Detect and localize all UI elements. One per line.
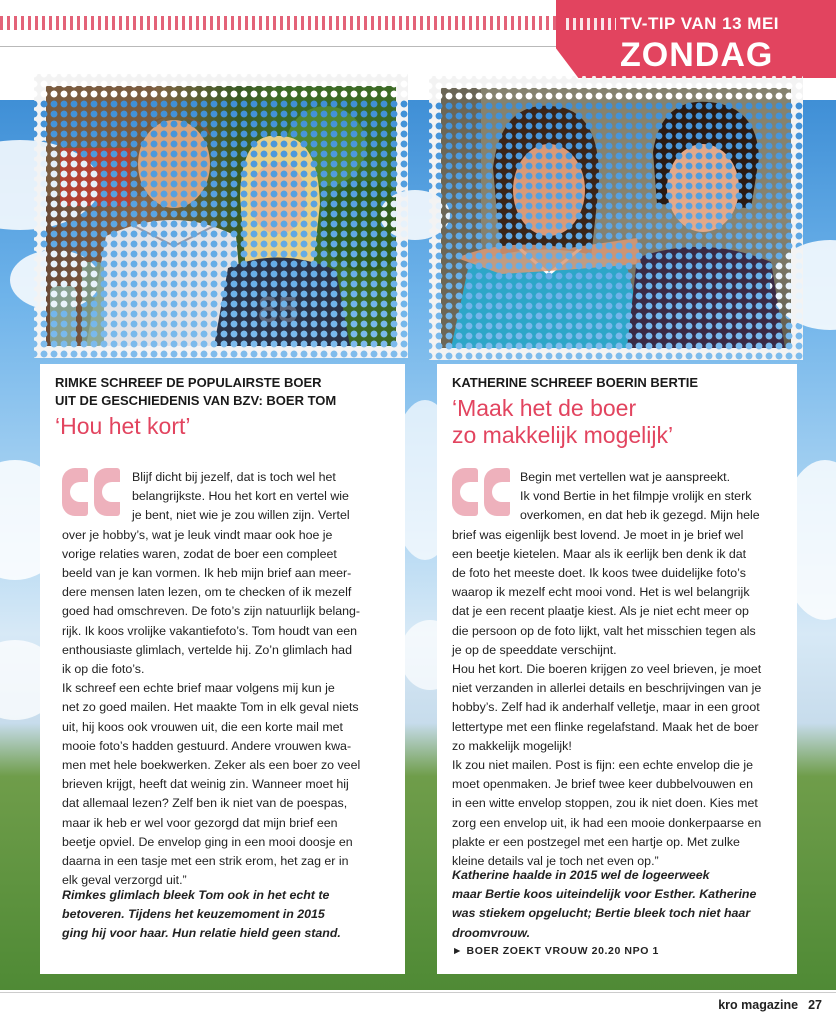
body-line: brieven krijgt, heeft dat weinig zin. Wanneer moet hij <box>62 777 349 792</box>
body-line: daarna in een tasje met een strik erom, het zag er in <box>62 854 349 868</box>
body-line: men met hele boekwerken. Zeker als een boer zo veel <box>62 758 361 772</box>
body-line: zo makkelijk mogelijk! <box>452 738 572 753</box>
body-line: elk geval verzorgd uit.” <box>62 873 187 888</box>
body-line: Blijf dicht bij jezelf, dat is toch wel het <box>132 470 336 484</box>
closing-note: droomvrouw. <box>452 925 531 940</box>
body-line: vorige relaties waren, zodat de boer een compleet <box>62 546 337 561</box>
body-line: waarop ik mezelf echt mooi vond. Het is wel belangrijk <box>452 585 750 600</box>
footer-divider <box>0 992 836 993</box>
body-line: lettertype met een flinke regelafstand. Maak het de boer <box>452 719 759 734</box>
body-line: Ik zou niet mailen. Post is fijn: een echte envelop die je <box>452 758 753 772</box>
article-card-katherine <box>437 364 797 974</box>
page-footer <box>718 998 822 1012</box>
body-line: belangrijkste. Hou het kort en vertel wie <box>132 489 349 504</box>
body-line: Ik schreef een echte brief maar volgens mij kun je <box>62 681 335 696</box>
body-line: net zo goed mailen. Het maakte Tom in elk geval niets <box>62 700 359 715</box>
body-line: dere mensen laten lezen, om te checken of ik mezelf <box>62 585 352 600</box>
photo-stamp-right <box>429 76 803 360</box>
closing-note: betoveren. Tijdens het keuzemoment in 2015 <box>62 907 325 922</box>
article-card-rimke <box>40 364 405 974</box>
closing-note: maar Bertie koos uiteindelijk voor Esther. Katherine <box>452 887 757 902</box>
body-line: beeld van je kan vormen. Ik heb mijn brief aan meer- <box>62 566 352 580</box>
body-line: mooie foto’s hadden gestuurd. Andere vrouwen kwa- <box>62 738 352 753</box>
body-line: enthousiaste glimlach, vertelde hij. Zo’n glimlach had <box>62 642 352 657</box>
quote-mark-icon <box>452 468 510 516</box>
body-line: de foto het meeste doet. Ik koos twee duidelijke foto’s <box>452 566 746 580</box>
body-line: brief was eigenlijk best lovend. Je moet in je brief wel <box>452 527 744 542</box>
body-line: zorg een envelop uit, ik had een mooie donkerpaarse en <box>452 815 762 830</box>
body-line: dat je een recent plaatje kiest. Als je niet echt meer op <box>452 604 749 619</box>
body-line: in een witte envelop stoppen, zou ik niet doen. Kies met <box>452 796 758 811</box>
body-line: rijk. Ik koos vrolijke vakantiefoto’s. Tom houdt van een <box>62 623 358 638</box>
article-headline: ‘Maak het de boer zo makkelijk mogelijk’ <box>452 395 674 448</box>
body-line: Ik vond Bertie in het filmpje vrolijk en sterk <box>520 489 752 504</box>
body-line: kleine details val je toch net even op.” <box>452 854 659 868</box>
body-line: Begin met vertellen wat je aanspreekt. <box>520 470 731 484</box>
body-line: die persoon op de foto lijkt, valt het misschien tegen als <box>452 623 756 638</box>
photo-rimke-and-tom <box>46 86 396 346</box>
article-kicker: RIMKE SCHREEF DE POPULAIRSTE BOER UIT DE GESCHIEDENIS VAN BZV: BOER TOM <box>55 375 337 408</box>
body-line: moet openmaken. Je brief twee keer dubbelvouwen en <box>452 777 754 792</box>
closing-note: ging hij voor haar. Hun relatie hield geen stand. <box>62 926 341 941</box>
tv-tip-label: TV-TIP VAN 13 MEI <box>620 14 780 33</box>
closing-note: Rimkes glimlach bleek Tom ook in het echt te <box>62 888 330 902</box>
quote-mark-icon <box>62 468 120 516</box>
body-line: dat allemaal lezen? Zelf ben ik niet van de poespas, <box>62 796 348 811</box>
header-dash-rule <box>0 16 560 30</box>
body-line: je op de speeddate verschijnt. <box>452 642 617 657</box>
closing-note: was stiekem opgelucht; Bertie bleek toch niet haar <box>452 906 751 921</box>
program-listing: ► BOER ZOEKT VROUW 20.20 NPO 1 <box>452 945 659 957</box>
article-kicker: KATHERINE SCHREEF BOERIN BERTIE <box>452 375 699 390</box>
body-line: Hou het kort. Die boeren krijgen zo veel brieven, je moet <box>452 662 762 676</box>
body-line: ik op die foto’s. <box>62 662 145 676</box>
magazine-name: kro magazine <box>718 998 799 1012</box>
closing-note: Katherine haalde in 2015 wel de logeerweek <box>452 868 710 882</box>
body-line: maar ik heb er wel voor gezorgd dat mijn brief een <box>62 815 338 830</box>
page-number: 27 <box>808 998 822 1012</box>
body-line: goed had omschreven. De foto’s zijn natuurlijk belang- <box>62 604 361 619</box>
tab-dash-rule <box>566 18 616 30</box>
body-line: hobby’s. Zelf had ik anderhalf velletje, maar in een groot <box>452 700 760 715</box>
body-line: uit, hij koos ook vrouwen uit, die een korte mail met <box>62 719 343 734</box>
day-label: ZONDAG <box>620 36 774 74</box>
body-line: over je hobby’s, wat je leuk vindt maar ook hoe je <box>62 527 333 542</box>
body-line: plakte er een postzegel met een hartje op. Met zulke <box>452 834 740 849</box>
body-line: een beetje kietelen. Maar als ik eerlijk ben denk ik dat <box>452 546 747 561</box>
article-headline: ‘Hou het kort’ <box>55 413 191 439</box>
body-line: beetje opviel. De envelop ging in een mooi doosje en <box>62 834 353 849</box>
photo-katherine-and-bertie <box>441 88 791 348</box>
body-line: je bent, niet wie je zou willen zijn. Vertel <box>132 508 350 523</box>
body-line: overkomen, en dat heb ik gezegd. Mijn hele <box>520 508 760 523</box>
body-line: niet verzanden in allerlei details en beschrijvingen van je <box>452 681 762 696</box>
photo-stamp-left <box>34 74 408 358</box>
svg-text:85: 85 <box>258 289 299 330</box>
